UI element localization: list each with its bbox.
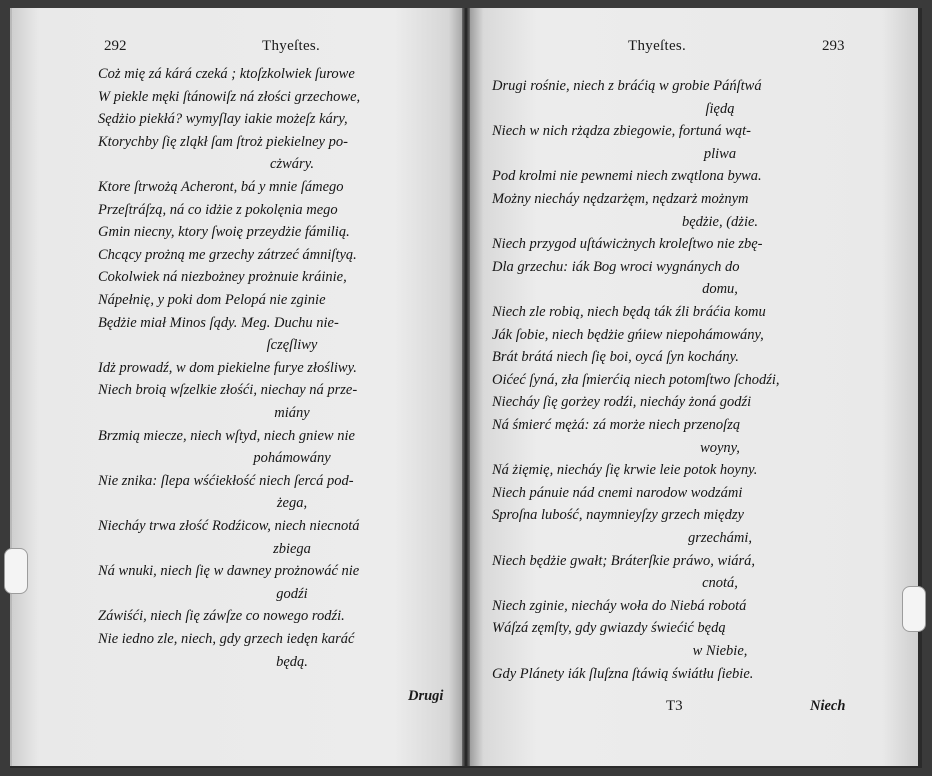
text-line: woyny, [700,439,740,456]
text-line: Niech pánuie nád cnemi narodow wodzámi [492,484,743,501]
text-line: Ktore ſtrwożą Acheront, bá y mnie ſámego [98,179,344,195]
page-number: 293 [822,38,845,54]
text-line: Brát brátá niech ſię boi, oycá ſyn kochány. [492,349,739,366]
text-line: Ná wnuki, niech ſię w dawney prożnowáć nie [98,563,360,580]
text-line: Coż mię zá kárá czeká ; ktoſzkolwiek ſurowe [98,66,355,82]
text-line: Wáſzá zęmſty, gdy gwiazdy świećić będą [492,620,726,637]
text-line: Niech zginie, niecháy woła do Niebá robotá [492,597,747,614]
page-number: 292 [104,38,127,54]
text-line: Ná żięmię, niecháy ſię krwie leie potok hoyny. [492,462,758,479]
text-line: Nie iedno zle, niech, gdy grzech iedęn karáć [98,631,355,647]
text-line: grzechámi, [687,530,753,546]
book-spread [10,8,922,768]
text-line: Niecháy trwa złość Rodźicow, niech niecnotá [98,518,360,534]
text-line: Gmin niecny, ktory ſwoię przeydżie fámilią. [98,224,350,241]
text-line: Drugi rośnie, niech z bráćią w grobie Páńſtwá [492,78,762,94]
catchword: Niech [810,698,846,714]
text-line: zbiega [273,540,311,557]
text-line: Niech broią wſzelkie złośći, niechay ná prze- [98,382,358,399]
text-line: będżie, (dżie. [681,213,759,230]
text-line: Sproſna lubość, naymnieyſzy grzech między [492,507,744,524]
text-line: będą. [276,653,308,670]
text-line: godźi [276,585,308,602]
text-line: Ktorychby ſię zląkł ſam ſtroż piekielney po- [98,133,348,150]
text-line: w Niebie, [692,643,748,659]
signature-mark: T3 [666,698,683,714]
text-line: Nie znika: ſlepa wśćiekłość niech ſercá pod- [98,472,354,489]
text-line: cnotá, [702,575,738,592]
text-line: ſczęſliwy [266,337,318,354]
text-line: Będżie miał Minos ſądy. Meg. Duchu nie- [98,314,339,331]
text-line: Możny niecháy nędzarżęm, nędzarż możnym [492,191,749,207]
text-line: Oićeć ſyná, zła ſmierćią niech potomſtwo ſchodźi, [492,371,780,388]
text-line: Záwiśći, niech ſię záwſze co nowego rodźi. [98,608,345,625]
text-line: W piekle męki ſtánowiſz ná złości grzechowe, [98,88,361,105]
text-line: Niech zle robią, niech będą ták źli bráćia komu [492,304,766,320]
text-line: Cokolwiek ná niezbożney prożnuie kráinie, [98,269,347,286]
text-line: Brzmią miecze, niech wſtyd, niech gniew nie [98,427,355,444]
text-line: Niech będżie gwałt; Bráterſkie práwo, wiárá, [492,552,755,569]
page-clip [902,586,926,632]
text-line: Ná śmierć mężá: zá morże niech przenoſzą [492,417,741,433]
right-page [470,8,918,766]
text-line: Przeſtráſzą, ná co idżie z pokolęnia mego [98,201,338,218]
text-line: cżwáry. [270,156,314,173]
catchword: Drugi [408,688,444,704]
text-line: Chcący prożną me grzechy zátrzeć ámniſtyą. [98,246,357,263]
page-clip [4,548,28,594]
text-line: pliwa [703,145,737,162]
text-line: Niecháy ſię gorżey rodźi, niecháy żoná godźi [492,394,752,411]
text-line: pohámowány [253,450,331,467]
text-line: Niech przygod uſtáwicżnych kroleſtwo nie zbę- [492,236,763,253]
text-line: żega, [276,495,308,512]
text-line: Gdy Plánety iák ſluſzna ſtáwią świátłu ſiebie. [492,665,754,682]
text-line: Dla grzechu: iák Bog wroci wygnánych do [492,258,740,275]
gutter [462,8,470,766]
text-line: domu, [702,281,738,298]
text-line: Nápełnię, y poki dom Pelopá nie zginie [98,292,326,308]
text-line: Pod krolmi nie pewnemi niech zwątlona bywa. [492,168,762,185]
text-line: Idż prowadź, w dom piekielne furye złośliwy. [98,359,357,376]
text-line: miány [274,405,310,421]
text-line: Niech w nich rżądza zbiegowie, fortuná wąt- [492,123,751,140]
left-page [10,8,462,766]
text-line: Ják ſobie, niech będżie gńiew niepohámowány, [492,326,764,343]
running-head: Thyeſtes. [262,38,321,54]
text-line: ſiędą [705,100,735,117]
text-line: Sędżio piekłá? wymyſlay iakie możeſz káry, [98,111,348,128]
running-head: Thyeſtes. [628,38,687,54]
